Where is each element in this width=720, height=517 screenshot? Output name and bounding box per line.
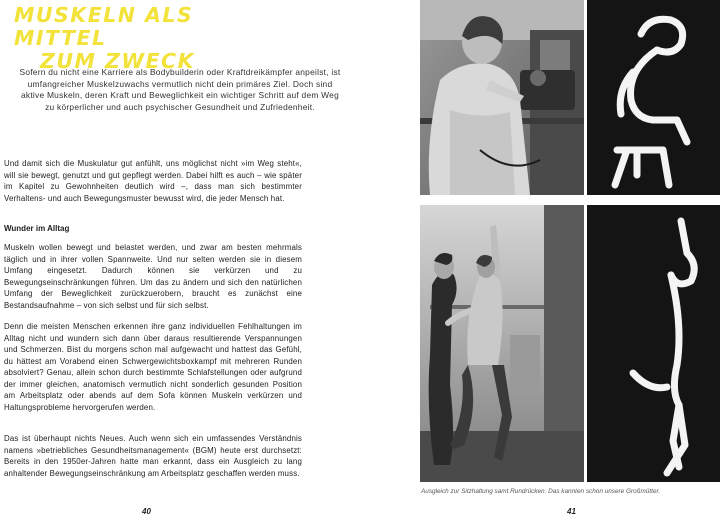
illustration-seated-figure [587, 0, 720, 195]
photo-caption: Ausgleich zur Sitzhaltung samt Rundrücken: Das kannten schon unsere Großmütter. [421, 488, 661, 495]
illustration-standing-figure [587, 205, 720, 482]
chapter-title-line-2: ZUM ZWECK [40, 49, 195, 73]
chapter-title [14, 4, 294, 73]
body-paragraph-1: Und damit sich die Muskulatur gut anfühlt, uns möglichst nicht »im Weg steht«, will sie bewegt, genutzt und gut gepflegt werden. Dabei hilft es auch – wie später im Kapitel zu Gewohnheiten deutlich wird –, dass man sich bestimmter Verhaltens- und auch Bewegungsmuster bewusst wird, die jeder Mensch hat. [4, 159, 302, 203]
photo-women-stretching [420, 205, 584, 482]
body-paragraph-2: Muskeln wollen bewegt und belastet werden, und zwar am besten mehrmals täglich und in ihrer vollen Spannweite. Und nur selten werden sie in diesem Umfang eingesetzt. Dadurch können sie verkürzen und zu Bewegungseinschränkungen führen. Um das zu ändern und sich den natürlichen Umfang der Beweglichkeit zurückzuerobern, braucht es zunächst eine Bestandsaufnahme – von sich selbst und für sich selbst. [4, 243, 302, 310]
intro-paragraph: Sofern du nicht eine Karriere als Bodybuilderin oder Kraftdreikämpfer anpeilst, ist umfangreicher Muskelzuwachs vermutlich nicht dein primäres Ziel. Doch sind aktive Muskeln, deren Kraft und Beweglichkeit ein wichtiger Schritt auf dem Weg zu körperlicher und auch psychischer Gesundheit und Zufriedenheit. [19, 67, 341, 112]
body-paragraph-4: Das ist überhaupt nichts Neues. Auch wenn sich ein umfassendes Verständnis namens »betriebliches Gesundheitsmanagement« (BGM) heute erst durchsetzt: Bereits in den 1950er-Jahren hatte man erkannt, dass ein Ausgleich zu lang anhaltender Bewegungseinschränkung am Arbeitsplatz geschaffen werden muss. [4, 434, 302, 478]
page-number-right: 41 [567, 507, 576, 516]
body-paragraph-3: Denn die meisten Menschen erkennen ihre ganz individuellen Fehlhaltungen im Alltag nicht und wundern sich dann über daraus resultierende Verspannungen und Schmerzen. Bist du morgens schon mal aufgewacht und hattest das Gefühl, du hättest am Vorabend einen Schwergewichtsboxkampf mit mehreren Runden absolviert? Genau, allein schon durch bestimmte Schlafstellungen oder aufgrund der immer gleichen, anatomisch vermutlich nicht sonderlich gesunden Position am Arbeitsplatz oder abends auf dem Sofa können Muskeln verkürzen und Haltungsprobleme hervorgerufen werden. [4, 322, 302, 412]
page-number-left: 40 [142, 507, 151, 516]
chapter-title-line-1: MUSKELN ALS MITTEL [14, 3, 194, 50]
section-heading: Wunder im Alltag [4, 224, 70, 233]
photo-woman-at-machine [420, 0, 584, 195]
